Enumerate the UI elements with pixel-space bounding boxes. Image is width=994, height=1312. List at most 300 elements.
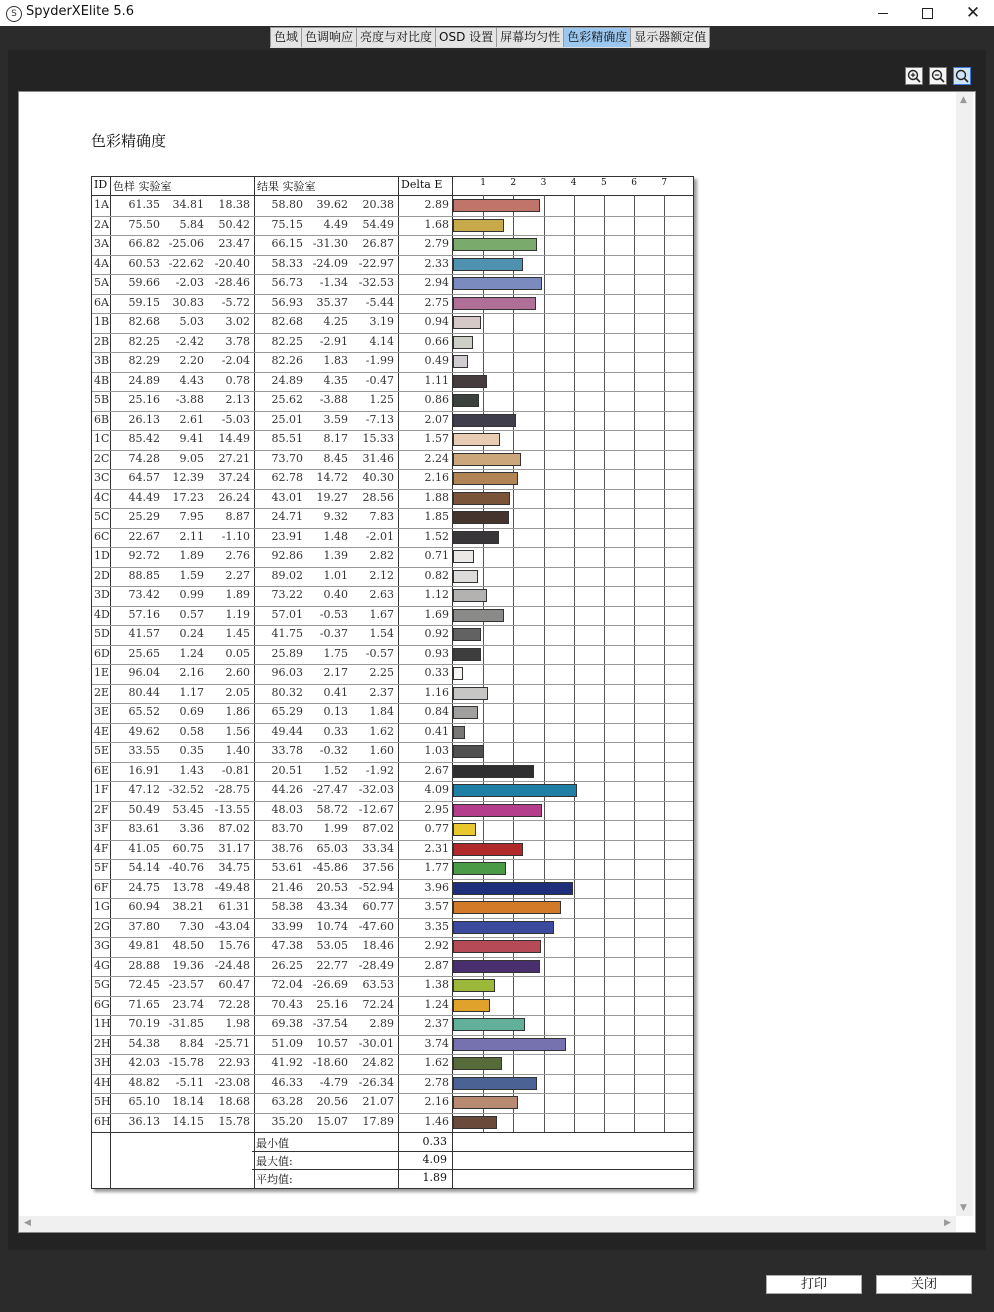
delta-e-bar — [453, 1096, 518, 1109]
result-lab-value: 44.26 — [271, 783, 303, 796]
delta-e-value: 2.92 — [424, 939, 449, 952]
result-lab-value: -26.34 — [358, 1075, 394, 1089]
delta-e-value: 1.03 — [424, 744, 449, 757]
sample-lab-value: 47.12 — [128, 783, 160, 796]
delta-e-bar — [453, 745, 484, 758]
result-lab-value: 1.39 — [323, 549, 348, 562]
delta-e-value: 1.57 — [424, 432, 449, 445]
result-lab-value: 24.71 — [271, 510, 303, 523]
maximize-button[interactable] — [904, 0, 950, 26]
patch-id: 4D — [94, 607, 110, 621]
sample-lab-value: 5.84 — [179, 217, 204, 231]
delta-e-value: 1.52 — [424, 529, 449, 543]
delta-e-value: 2.79 — [424, 237, 449, 250]
result-lab-value: -32.53 — [358, 276, 394, 289]
delta-e-value: 3.96 — [424, 880, 449, 894]
patch-id: 3A — [94, 237, 109, 250]
result-lab-value: -1.34 — [319, 276, 348, 289]
result-lab-value: 73.22 — [271, 588, 303, 601]
result-lab-value: 82.25 — [271, 334, 303, 348]
sample-lab-value: 88.85 — [128, 568, 160, 582]
patch-id: 4G — [94, 958, 110, 972]
sample-lab-value: -31.85 — [168, 1017, 204, 1030]
sample-lab-value: 34.75 — [218, 861, 250, 874]
window-title: SpyderXElite 5.6 — [26, 4, 135, 19]
result-lab-value: 24.89 — [271, 373, 303, 387]
sample-lab-value: 1.89 — [225, 588, 250, 601]
result-lab-value: 25.01 — [271, 412, 303, 426]
delta-e-value: 1.68 — [424, 217, 449, 231]
sample-lab-value: 25.29 — [128, 510, 160, 523]
result-lab-value: -0.37 — [319, 627, 348, 640]
sample-lab-value: 1.98 — [225, 1017, 250, 1030]
summary-row — [92, 1170, 693, 1188]
result-lab-value: 0.40 — [323, 588, 348, 601]
delta-e-bar — [453, 472, 518, 485]
result-lab-value: 87.02 — [362, 822, 394, 835]
sample-lab-value: 49.62 — [128, 724, 160, 738]
result-lab-value: -31.30 — [312, 237, 348, 250]
table-row — [92, 547, 693, 568]
result-lab-value: 38.76 — [271, 841, 303, 855]
vertical-scrollbar[interactable] — [956, 92, 973, 1216]
result-lab-value: 40.30 — [362, 471, 394, 484]
result-lab-value: 31.46 — [362, 451, 394, 465]
sample-lab-value: 2.27 — [225, 568, 250, 582]
sample-lab-value: 17.23 — [172, 490, 204, 504]
result-lab-value: 14.72 — [316, 471, 348, 484]
result-lab-value: 89.02 — [271, 568, 303, 582]
delta-e-bar — [453, 531, 499, 544]
sample-lab-value: 74.28 — [128, 451, 160, 465]
summary-row — [92, 1134, 693, 1152]
result-lab-value: 48.03 — [271, 802, 303, 816]
result-lab-value: 3.59 — [323, 412, 348, 426]
table-row — [92, 625, 693, 646]
summary-row — [92, 1152, 693, 1170]
sample-lab-value: 34.81 — [172, 198, 204, 211]
table-row — [92, 820, 693, 841]
delta-e-bar — [453, 570, 478, 583]
delta-e-value: 4.09 — [424, 783, 449, 796]
sample-lab-value: 7.30 — [179, 919, 204, 933]
horizontal-scrollbar[interactable] — [19, 1216, 956, 1232]
result-lab-value: 65.03 — [316, 841, 348, 855]
result-lab-value: 1.54 — [369, 627, 394, 640]
header-sample: 色样 实验室 — [113, 180, 172, 193]
tab-4[interactable]: 屏幕均匀性 — [496, 27, 564, 47]
delta-e-value: 1.62 — [424, 1056, 449, 1069]
tab-2[interactable]: 亮度与对比度 — [356, 27, 436, 47]
sample-lab-value: 12.39 — [172, 471, 204, 484]
patch-id: 3D — [94, 588, 110, 601]
result-lab-value: 3.19 — [369, 315, 394, 328]
patch-id: 6E — [94, 763, 110, 777]
tick-label: 7 — [661, 178, 668, 188]
result-lab-value: 96.03 — [271, 666, 303, 679]
result-lab-value: 75.15 — [271, 217, 303, 231]
delta-e-bar — [453, 1116, 497, 1129]
patch-id: 6G — [94, 997, 110, 1011]
sample-lab-value: 54.38 — [128, 1036, 160, 1050]
delta-e-value: 3.57 — [424, 900, 449, 913]
sample-lab-value: 60.94 — [128, 900, 160, 913]
table-row — [92, 333, 693, 354]
result-lab-value: -5.44 — [365, 295, 394, 309]
patch-id: 2C — [94, 451, 110, 465]
tick-label: 6 — [631, 178, 637, 188]
delta-e-bar — [453, 589, 487, 602]
result-lab-value: 17.89 — [362, 1114, 394, 1128]
table-row — [92, 762, 693, 783]
table-row — [92, 645, 693, 666]
sample-lab-value: 8.87 — [225, 510, 250, 523]
result-lab-value: 43.01 — [271, 490, 303, 504]
sample-lab-value: -25.06 — [168, 237, 204, 250]
result-lab-value: 82.26 — [271, 354, 303, 367]
result-lab-value: -1.92 — [365, 763, 394, 777]
result-lab-value: 80.32 — [271, 685, 303, 699]
patch-id: 1H — [94, 1017, 111, 1030]
sample-lab-value: 1.24 — [179, 646, 204, 660]
sample-lab-value: 60.53 — [128, 256, 160, 270]
result-lab-value: 15.33 — [362, 432, 394, 445]
result-lab-value: 57.01 — [271, 607, 303, 621]
table-row — [92, 352, 693, 373]
sample-lab-value: 36.13 — [128, 1114, 160, 1128]
result-lab-value: 4.35 — [323, 373, 348, 387]
scroll-right-icon[interactable]: ▶ — [944, 1218, 951, 1228]
result-lab-value: 60.77 — [362, 900, 394, 913]
patch-id: 5D — [94, 627, 110, 640]
delta-e-bar — [453, 765, 534, 778]
patch-id: 6B — [94, 412, 110, 426]
table-row — [92, 684, 693, 705]
result-lab-value: 20.53 — [316, 880, 348, 894]
sample-lab-value: 0.99 — [179, 588, 204, 601]
delta-e-value: 2.95 — [424, 802, 449, 816]
sample-lab-value: 25.65 — [128, 646, 160, 660]
delta-e-bar — [453, 453, 521, 466]
sample-lab-value: 2.05 — [225, 685, 250, 699]
sample-lab-value: 3.78 — [225, 334, 250, 348]
result-lab-value: 35.37 — [316, 295, 348, 309]
divider — [92, 1132, 693, 1133]
print-button[interactable]: 打印 — [766, 1275, 862, 1294]
patch-id: 3B — [94, 354, 110, 367]
sample-lab-value: 27.21 — [218, 451, 250, 465]
result-lab-value: -0.53 — [319, 607, 348, 621]
tab-5[interactable]: 色彩精确度 — [563, 27, 631, 47]
result-lab-value: -47.60 — [358, 919, 394, 933]
patch-id: 4H — [94, 1075, 111, 1089]
patch-id: 2G — [94, 919, 110, 933]
scroll-left-icon[interactable]: ◀ — [24, 1218, 31, 1228]
sample-lab-value: 0.05 — [225, 646, 250, 660]
result-lab-value: 58.33 — [271, 256, 303, 270]
delta-e-bar — [453, 667, 463, 680]
table-row — [92, 430, 693, 451]
result-lab-value: -37.54 — [312, 1017, 348, 1030]
sample-lab-value: -43.04 — [214, 919, 250, 933]
table-row — [92, 489, 693, 510]
result-lab-value: 2.25 — [369, 666, 394, 679]
delta-e-bar — [453, 706, 478, 719]
delta-e-value: 1.77 — [424, 861, 449, 874]
tab-1[interactable]: 色调响应 — [301, 27, 357, 47]
delta-e-bar — [453, 862, 506, 875]
sample-lab-value: -23.08 — [214, 1075, 250, 1089]
patch-id: 2F — [94, 802, 109, 816]
delta-e-value: 2.37 — [424, 1017, 449, 1030]
delta-e-bar — [453, 1077, 537, 1090]
sample-lab-value: 48.82 — [128, 1075, 160, 1089]
result-lab-value: 65.29 — [271, 705, 303, 718]
sample-lab-value: 13.78 — [172, 880, 204, 894]
delta-e-bar — [453, 238, 537, 251]
delta-e-value: 1.88 — [424, 490, 449, 504]
delta-e-value: 0.92 — [424, 627, 449, 640]
sample-lab-value: 24.75 — [128, 880, 160, 894]
table-row — [92, 586, 693, 607]
result-lab-value: 63.53 — [362, 978, 394, 991]
sample-lab-value: 49.81 — [128, 939, 160, 952]
result-lab-value: -2.01 — [365, 529, 394, 543]
maximize-icon — [922, 8, 933, 19]
sample-lab-value: 2.13 — [225, 393, 250, 406]
sample-lab-value: 28.88 — [128, 958, 160, 972]
sample-lab-value: 0.69 — [179, 705, 204, 718]
sample-lab-value: -13.55 — [214, 802, 250, 816]
scroll-down-icon[interactable]: ▼ — [960, 1203, 967, 1213]
result-lab-value: 25.89 — [271, 646, 303, 660]
patch-id: 1E — [94, 666, 110, 679]
result-lab-value: 1.62 — [369, 724, 394, 738]
result-lab-value: 37.56 — [362, 861, 394, 874]
delta-e-value: 2.16 — [424, 471, 449, 484]
result-lab-value: -45.86 — [312, 861, 348, 874]
sample-lab-value: 44.49 — [128, 490, 160, 504]
sample-lab-value: 48.50 — [172, 939, 204, 952]
delta-e-bar — [453, 843, 523, 856]
table-row — [92, 1015, 693, 1036]
result-lab-value: 2.82 — [369, 549, 394, 562]
result-lab-value: 2.37 — [369, 685, 394, 699]
sample-lab-value: 42.03 — [128, 1056, 160, 1069]
sample-lab-value: -28.46 — [214, 276, 250, 289]
sample-lab-value: 2.16 — [179, 666, 204, 679]
search-icon — [954, 68, 970, 84]
sample-lab-value: -40.76 — [168, 861, 204, 874]
result-lab-value: -52.94 — [358, 880, 394, 894]
result-lab-value: 66.15 — [271, 237, 303, 250]
patch-id: 6F — [94, 880, 109, 894]
close-button[interactable]: 关闭 — [876, 1275, 972, 1294]
sample-lab-value: 59.15 — [128, 295, 160, 309]
delta-e-bar — [453, 550, 474, 563]
result-lab-value: 21.46 — [271, 880, 303, 894]
sample-lab-value: -5.03 — [221, 412, 250, 426]
zoom-out-button[interactable] — [929, 67, 947, 85]
result-lab-value: 4.14 — [369, 334, 394, 348]
result-lab-value: 63.28 — [271, 1095, 303, 1108]
sample-lab-value: 1.17 — [179, 685, 204, 699]
delta-e-bar — [453, 901, 561, 914]
tab-3[interactable]: OSD 设置 — [435, 27, 497, 47]
delta-e-bar — [453, 355, 468, 368]
sample-lab-value: 18.14 — [172, 1095, 204, 1108]
sample-lab-value: 50.49 — [128, 802, 160, 816]
sample-lab-value: 22.93 — [218, 1056, 250, 1069]
sample-lab-value: 0.58 — [179, 724, 204, 738]
result-lab-value: 58.38 — [271, 900, 303, 913]
sample-lab-value: -28.75 — [214, 783, 250, 796]
summary-value: 0.33 — [422, 1135, 447, 1148]
result-lab-value: 2.89 — [369, 1017, 394, 1030]
sample-lab-value: 50.42 — [218, 217, 250, 231]
minimize-button[interactable] — [860, 0, 906, 26]
delta-e-value: 0.94 — [424, 315, 449, 328]
patch-id: 3G — [94, 939, 110, 952]
delta-e-value: 2.94 — [424, 276, 449, 289]
sample-lab-value: 1.19 — [225, 607, 250, 621]
tab-0[interactable]: 色域 — [270, 27, 302, 47]
result-lab-value: 20.38 — [362, 198, 394, 211]
table-row — [92, 450, 693, 471]
delta-e-value: 1.24 — [424, 997, 449, 1011]
sample-lab-value: 64.57 — [128, 471, 160, 484]
patch-id: 6C — [94, 529, 110, 543]
sample-lab-value: 0.78 — [225, 373, 250, 387]
delta-e-bar — [453, 960, 540, 973]
sample-lab-value: -1.10 — [221, 529, 250, 543]
title-bar — [0, 0, 994, 26]
patch-id: 4E — [94, 724, 110, 738]
sample-lab-value: 22.67 — [128, 529, 160, 543]
patch-id: 5F — [94, 861, 109, 874]
result-lab-value: 20.51 — [271, 763, 303, 777]
sample-lab-value: 38.21 — [172, 900, 204, 913]
patch-id: 2B — [94, 334, 110, 348]
table-row — [92, 859, 693, 880]
tab-6[interactable]: 显示器额定值 — [630, 27, 710, 47]
result-lab-value: 1.83 — [323, 354, 348, 367]
result-lab-value: -0.57 — [365, 646, 394, 660]
sample-lab-value: 82.29 — [128, 354, 160, 367]
patch-id: 1A — [94, 198, 109, 211]
table-row — [92, 294, 693, 315]
delta-e-bar — [453, 940, 541, 953]
result-lab-value: -7.13 — [365, 412, 394, 426]
summary-label: 最大值: — [256, 1155, 293, 1168]
delta-e-bar — [453, 979, 495, 992]
sample-lab-value: -22.62 — [168, 256, 204, 270]
result-lab-value: 7.83 — [369, 510, 394, 523]
result-lab-value: -0.32 — [319, 744, 348, 757]
result-lab-value: 15.07 — [316, 1114, 348, 1128]
sample-lab-value: 14.15 — [172, 1114, 204, 1128]
delta-e-value: 2.67 — [424, 763, 449, 777]
patch-id: 5G — [94, 978, 110, 991]
sample-lab-value: 60.47 — [218, 978, 250, 991]
table-row — [92, 1035, 693, 1056]
sample-lab-value: 19.36 — [172, 958, 204, 972]
delta-e-value: 0.93 — [424, 646, 449, 660]
result-lab-value: 2.12 — [369, 568, 394, 582]
scroll-up-icon[interactable]: ▲ — [960, 95, 967, 105]
delta-e-bar — [453, 1018, 525, 1031]
table-row — [92, 469, 693, 490]
table-row — [92, 918, 693, 939]
sample-lab-value: 18.38 — [218, 198, 250, 211]
sample-lab-value: 75.50 — [128, 217, 160, 231]
sample-lab-value: -0.81 — [221, 763, 250, 777]
sample-lab-value: 16.91 — [128, 763, 160, 777]
delta-e-value: 1.69 — [424, 607, 449, 621]
result-lab-value: 1.99 — [323, 822, 348, 835]
zoom-fit-button[interactable] — [953, 67, 971, 85]
table-row — [92, 1093, 693, 1114]
sample-lab-value: 96.04 — [128, 666, 160, 679]
delta-e-bar — [453, 219, 504, 232]
result-lab-value: 10.57 — [316, 1036, 348, 1050]
sample-lab-value: 23.47 — [218, 237, 250, 250]
result-lab-value: 53.61 — [271, 861, 303, 874]
sample-lab-value: 18.68 — [218, 1095, 250, 1108]
delta-e-value: 1.11 — [424, 373, 449, 387]
result-lab-value: 56.73 — [271, 276, 303, 289]
result-lab-value: 1.01 — [323, 568, 348, 582]
result-lab-value: 1.75 — [323, 646, 348, 660]
table-row — [92, 528, 693, 549]
delta-e-value: 2.07 — [424, 412, 449, 426]
result-lab-value: 56.93 — [271, 295, 303, 309]
result-lab-value: 20.56 — [316, 1095, 348, 1108]
delta-e-bar — [453, 999, 490, 1012]
summary-value: 4.09 — [422, 1153, 447, 1166]
patch-id: 3E — [94, 705, 110, 718]
sample-lab-value: 9.41 — [179, 432, 204, 445]
delta-e-bar — [453, 726, 465, 739]
close-window-button[interactable] — [950, 0, 994, 26]
table-row — [92, 313, 693, 334]
delta-e-value: 2.87 — [424, 958, 449, 972]
result-lab-value: 41.75 — [271, 627, 303, 640]
result-lab-value: 49.44 — [271, 724, 303, 738]
delta-e-value: 2.89 — [424, 198, 449, 211]
result-lab-value: -2.91 — [319, 334, 348, 348]
zoom-in-button[interactable] — [905, 67, 923, 85]
sample-lab-value: 2.20 — [179, 354, 204, 367]
delta-e-bar — [453, 297, 536, 310]
result-lab-value: -1.99 — [365, 354, 394, 367]
sample-lab-value: 60.75 — [172, 841, 204, 855]
sample-lab-value: 4.43 — [179, 373, 204, 387]
patch-id: 1F — [94, 783, 109, 796]
result-lab-value: 1.67 — [369, 607, 394, 621]
sample-lab-value: 61.31 — [218, 900, 250, 913]
delta-e-bar — [453, 823, 476, 836]
sample-lab-value: 2.76 — [225, 549, 250, 562]
result-lab-value: 1.60 — [369, 744, 394, 757]
delta-e-value: 1.46 — [424, 1114, 449, 1128]
delta-e-value: 0.84 — [424, 705, 449, 718]
result-lab-value: 23.91 — [271, 529, 303, 543]
table-row — [92, 742, 693, 763]
patch-id: 5H — [94, 1095, 111, 1108]
sample-lab-value: 2.60 — [225, 666, 250, 679]
result-lab-value: -12.67 — [358, 802, 394, 816]
